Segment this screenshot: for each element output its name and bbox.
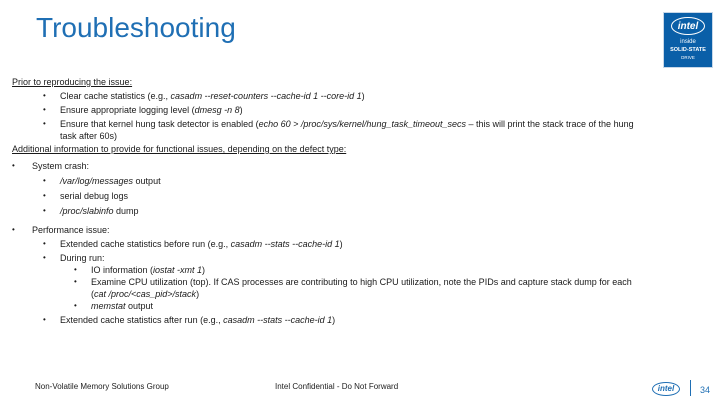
list-item (12, 118, 702, 142)
footer-group-name: Non-Volatile Memory Solutions Group (35, 382, 169, 391)
footer-divider (690, 380, 691, 396)
list-item (12, 104, 702, 118)
item-text: Clear cache statistics (e.g., (60, 91, 171, 101)
list-item (12, 205, 702, 224)
bullet-icon: • (43, 91, 46, 100)
bullet-icon: • (43, 176, 46, 185)
item-text: serial debug logs (60, 191, 129, 201)
command-text: echo 60 > /proc/sys/kernel/hung_task_timeout_secs (258, 119, 466, 129)
command-text: dmesg -n 8 (194, 105, 240, 115)
additional-heading: Additional information to provide for functional issues, depending on the defect type: (12, 144, 347, 154)
item-text: ( (91, 289, 94, 299)
bullet-icon: • (74, 265, 77, 274)
logo-inside: inside (680, 39, 696, 45)
list-item (12, 276, 702, 300)
item-text: ) (239, 105, 243, 115)
list-item (12, 300, 702, 314)
list-item (12, 90, 702, 104)
list-item (12, 252, 702, 264)
bullet-icon: • (43, 206, 46, 215)
list-item (12, 175, 702, 190)
logo-line2: DRIVE (681, 55, 695, 60)
bullet-icon: • (43, 191, 46, 200)
bullet-icon: • (74, 277, 77, 286)
item-text: output (133, 176, 161, 186)
logo-line1: SOLID-STATE (670, 47, 706, 53)
item-text: Ensure appropriate logging level ( (60, 105, 195, 115)
item-text: ) (196, 289, 200, 299)
bullet-icon: • (43, 239, 46, 248)
item-text: ) (339, 239, 343, 249)
item-text: ) (202, 265, 206, 275)
during-run-label: During run: (60, 253, 105, 263)
slide-body (12, 76, 702, 328)
item-text: ) (361, 91, 365, 101)
command-text: casadm --stats --cache-id 1 (223, 315, 333, 325)
list-item (12, 190, 702, 205)
item-text: IO information ( (91, 265, 154, 275)
command-text: cat /proc/<cas_pid>/stack (94, 289, 197, 299)
list-item (12, 224, 702, 238)
system-crash-label: System crash: (32, 161, 90, 171)
command-text: /var/log/messages (60, 176, 134, 186)
bullet-icon: • (74, 301, 77, 310)
bullet-icon: • (12, 161, 15, 170)
list-item (12, 238, 702, 252)
footer-confidential: Intel Confidential - Do Not Forward (275, 382, 399, 391)
logo-brand: intel (677, 21, 699, 32)
bullet-icon: • (43, 253, 46, 262)
item-text: output (125, 301, 154, 311)
item-text: task after 60s) (60, 131, 118, 141)
list-item (12, 264, 702, 276)
command-text: /proc/slabinfo (60, 206, 114, 216)
intel-ssd-logo (663, 12, 713, 68)
command-text: iostat -xmt 1 (153, 265, 203, 275)
item-text: dump (113, 206, 139, 216)
item-text: ) (332, 315, 336, 325)
command-text: casadm --stats --cache-id 1 (230, 239, 340, 249)
list-item (12, 314, 702, 328)
page-number: 34 (700, 385, 711, 395)
item-text: Extended cache statistics after run (e.g., (60, 315, 224, 325)
item-text: Extended cache statistics before run (e.g., (60, 239, 231, 249)
command-text: casadm --reset-counters --cache-id 1 --core-id 1 (170, 91, 362, 101)
item-text: Ensure that kernel hung task detector is enabled ( (60, 119, 259, 129)
prior-heading: Prior to reproducing the issue: (12, 77, 133, 87)
list-item (12, 160, 702, 175)
footer-intel-logo-icon: intel (652, 382, 680, 396)
command-text: memstat (91, 301, 126, 311)
bullet-icon: • (43, 105, 46, 114)
slide-title: Troubleshooting (36, 12, 236, 43)
bullet-icon: • (43, 119, 46, 128)
item-text: Examine CPU utilization (top). If CAS processes are contributing to high CPU utilization, note the PIDs and capture stack dump for each (91, 277, 632, 287)
bullet-icon: • (43, 315, 46, 324)
bullet-icon: • (12, 225, 15, 234)
performance-label: Performance issue: (32, 225, 110, 235)
item-text: – this will print the stack trace of the hung (466, 119, 634, 129)
